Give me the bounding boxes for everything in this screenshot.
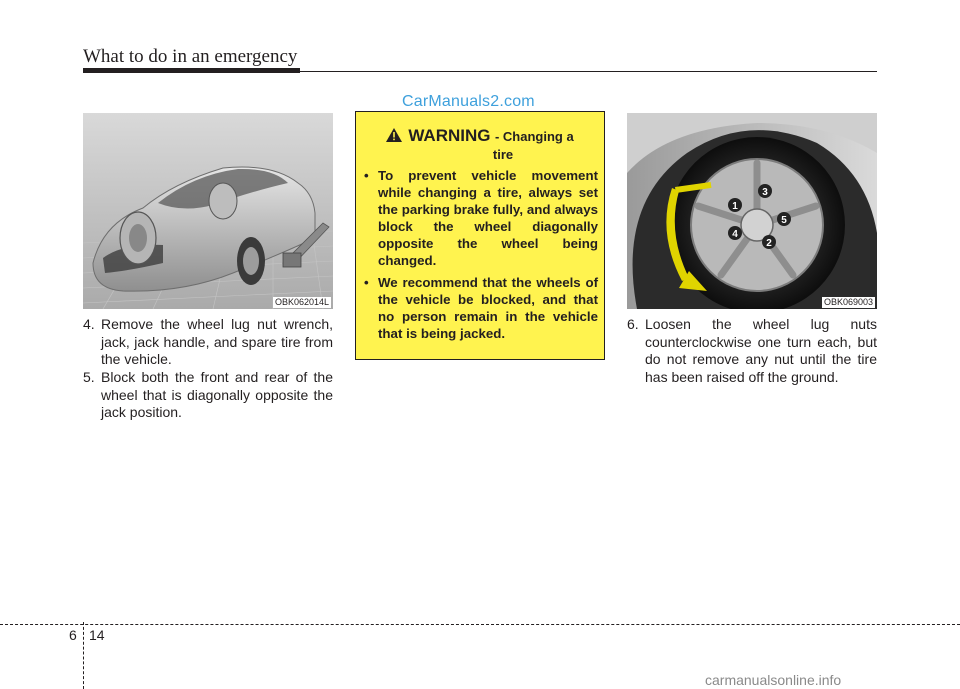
wheel-lug-nut-illustration [627,113,877,309]
warning-box [355,111,605,360]
warning-list [364,167,598,347]
watermark-bottom: carmanualsonline.info [705,672,842,688]
figure-code-left: OBK062014L [274,297,329,307]
nut-label-1: 1 [732,201,738,212]
footer-divider [83,622,84,689]
page-number: 14 [89,627,105,643]
step-number: 6. [627,316,639,332]
step-number: 5. [83,369,95,385]
warning-title [356,126,604,164]
nut-label-4: 4 [732,229,738,240]
section-number: 6 [69,627,77,643]
page-header-title: What to do in an emergency [83,46,298,67]
footer-rule [0,624,960,625]
warning-subtitle: - Changing a [494,129,574,144]
warning-subtitle-line2: tire [492,147,514,162]
watermark-top: CarManuals2.com [402,93,535,110]
header-rule-thin [83,71,877,72]
warning-item [364,274,598,342]
car-jack-illustration [83,113,333,309]
nut-label-2: 2 [766,238,772,249]
figure-wheel-lug-nuts [627,113,877,309]
warning-item-text: To prevent vehicle movement while changing a tire, always set the parking brake fully, and always block the wheel diagonally opposite the wheel being changed. [378,168,598,268]
step-4 [83,316,333,369]
warning-item [364,167,598,269]
figure-car-jack [83,113,333,309]
bullet-glyph: • [364,168,369,183]
bullet-glyph: • [364,275,369,290]
nut-label-3: 3 [762,187,768,198]
step-6 [627,316,877,386]
step-text: Loosen the wheel lug nuts counterclockwise one turn each, but do not remove any nut until the tire has been raised off the ground. [645,316,877,385]
warning-word: WARNING [408,126,491,145]
step-text: Block both the front and rear of the wheel that is diagonally opposite the jack position. [101,369,333,420]
step-number: 4. [83,316,95,332]
warning-item-text: We recommend that the wheels of the vehicle be blocked, and that no person remain in the vehicle that is being jacked. [378,275,598,341]
figure-code-right: OBK069003 [823,297,873,307]
warning-triangle-icon [386,128,402,142]
step-text: Remove the wheel lug nut wrench, jack, jack handle, and spare tire from the vehicle. [101,316,333,367]
step-5 [83,369,333,422]
nut-label-5: 5 [781,215,787,226]
